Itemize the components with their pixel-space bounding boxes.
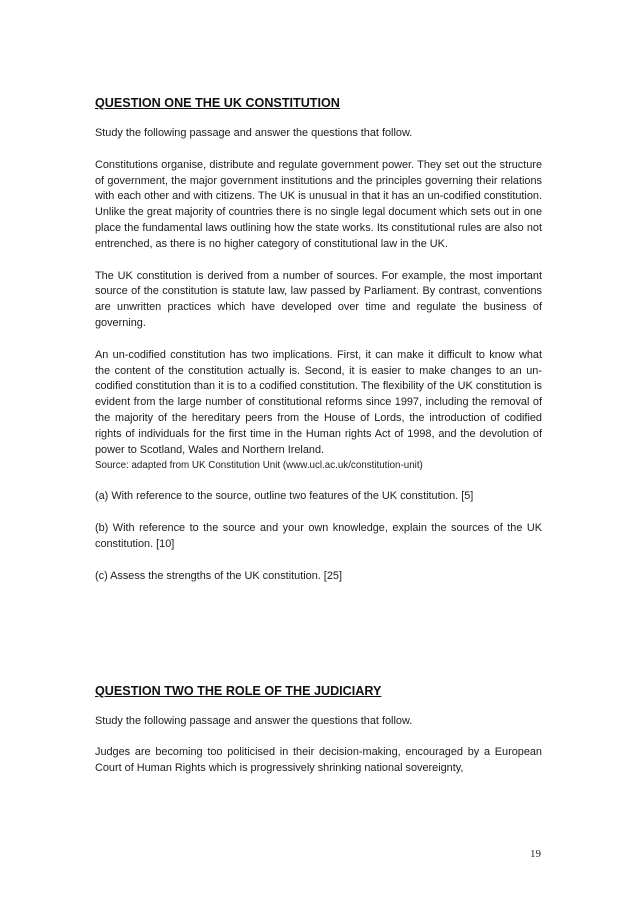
question-c: (c) Assess the strengths of the UK constitution. [25]: [95, 569, 342, 582]
question-two-intro: Study the following passage and answer the questions that follow.: [95, 714, 413, 727]
question-one-heading: QUESTION ONE THE UK CONSTITUTION: [95, 96, 340, 110]
question-b: (b) With reference to the source and your own knowledge, explain the sources of the UK constitution. [10]: [95, 522, 542, 550]
passage-source: Source: adapted from UK Constitution Unit (www.ucl.ac.uk/constitution-unit): [95, 460, 423, 472]
passage-paragraph-1: Constitutions organise, distribute and regulate government power. They set out the structure of government, the major government institutions and the principles governing their relations with each other and with citizens. The UK is unusual in that it has an un-codified constitution. Unlike the great majority of countries there is no single legal document which sets out in one place the fundamental laws outlining how the state works. Its constitutional rules are also not entrenched, as there is no higher category of constitutional law in the UK.: [95, 158, 542, 250]
page-number: 19: [530, 848, 541, 860]
question-two-paragraph: Judges are becoming too politicised in their decision-making, encouraged by a European Court of Human Rights which is progressively shrinking national sovereignty,: [95, 746, 542, 775]
question-two-heading: QUESTION TWO THE ROLE OF THE JUDICIARY: [95, 683, 382, 698]
question-a: (a) With reference to the source, outline two features of the UK constitution. [5]: [95, 490, 474, 503]
passage-paragraph-3: An un-codified constitution has two implications. First, it can make it difficult to know what the content of the constitution actually is. Second, it is easier to make changes to an un-codified constitution than it is to a codified constitution. The flexibility of the UK constitution is evident from the large number of constitutional reforms since 1997, including the removal of the majority of the hereditary peers from the House of Lords, the introduction of codified rights of individuals for the first time in the Human rights Act of 1998, and the devolution of power to Scotland, Wales and Northern Ireland.: [95, 348, 542, 456]
question-one-intro: Study the following passage and answer the questions that follow.: [95, 127, 413, 139]
passage-paragraph-2: The UK constitution is derived from a number of sources. For example, the most important source of the constitution is statute law, law passed by Parliament. By contrast, conventions are unwritten practices which have developed over time and regulate the business of governing.: [95, 269, 542, 329]
page-content: [95, 95, 542, 777]
